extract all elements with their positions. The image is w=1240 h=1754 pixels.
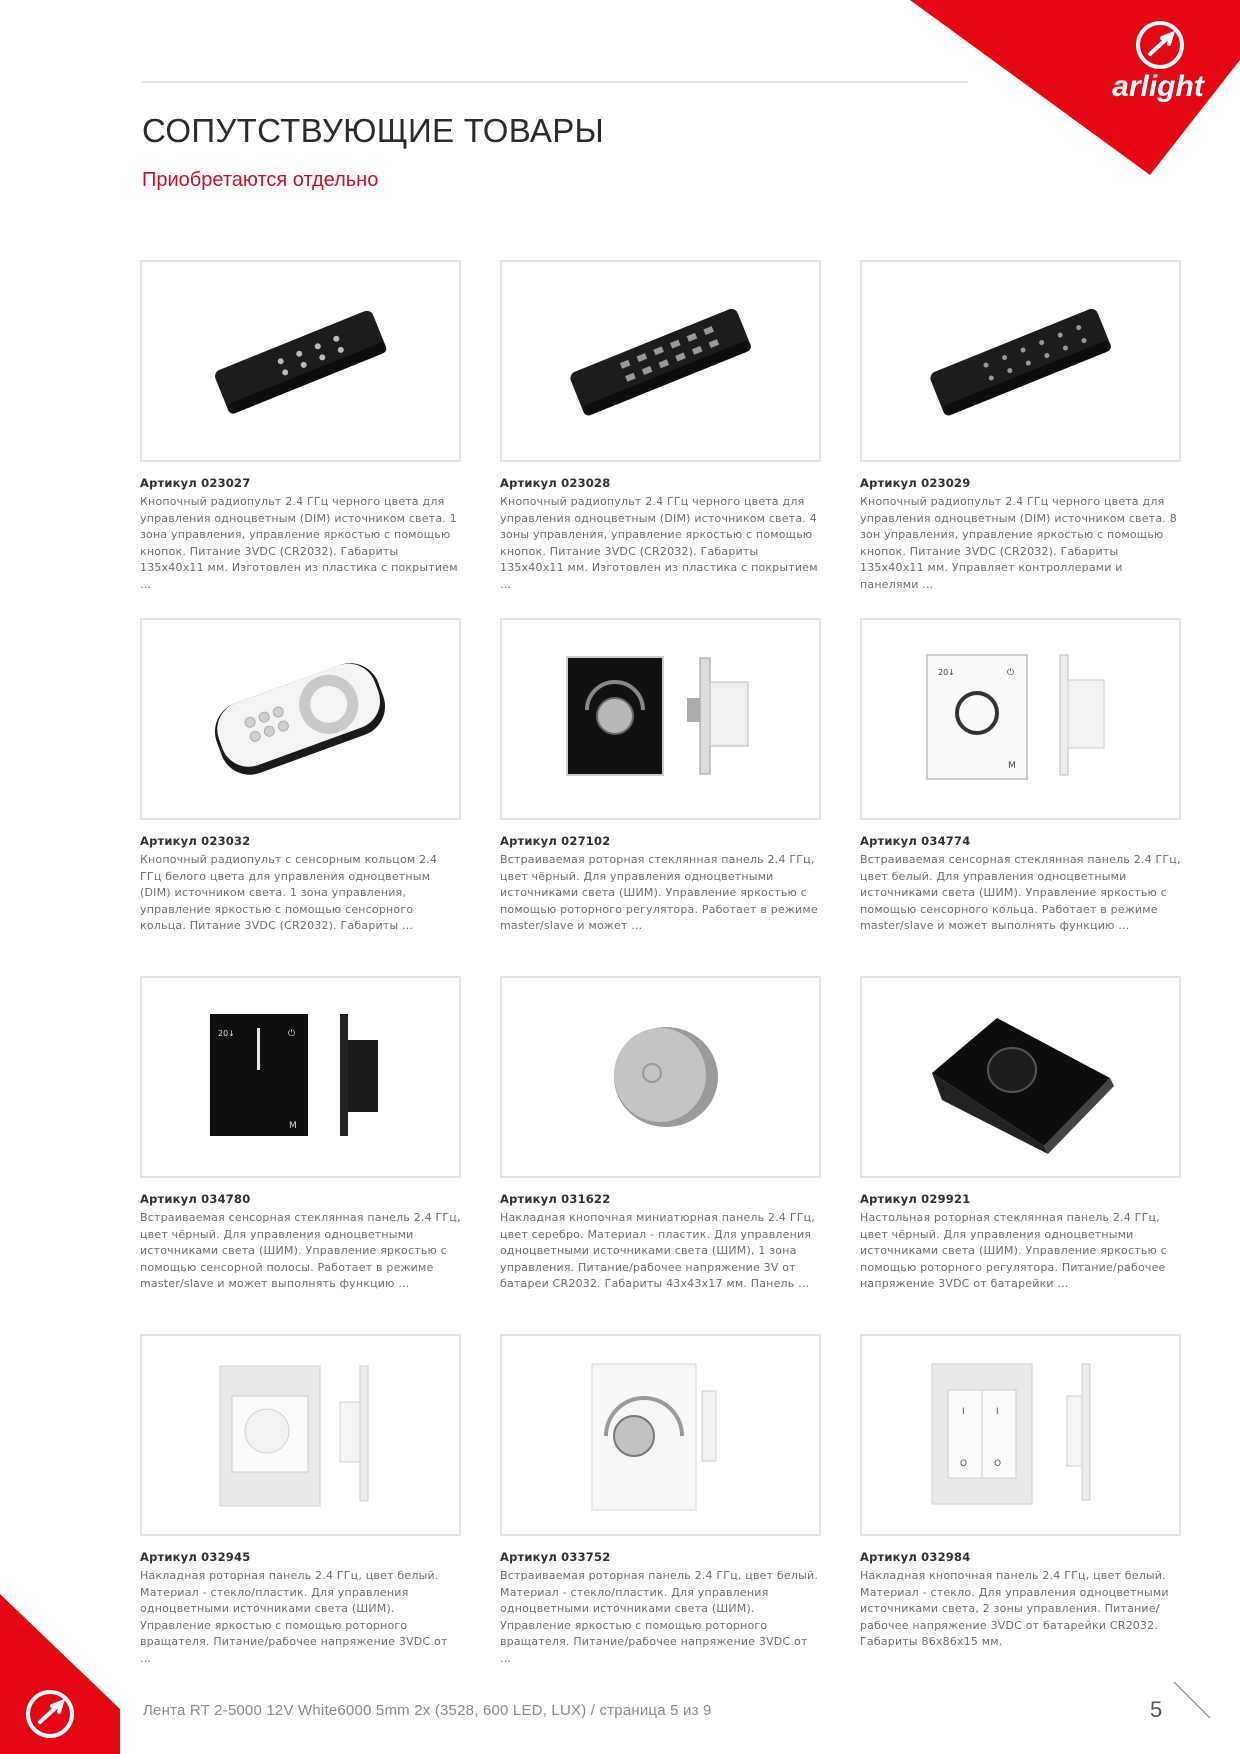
black-desktop-rotary-panel-image bbox=[862, 978, 1179, 1176]
product-card[interactable] bbox=[860, 618, 1181, 939]
arlight-logo bbox=[910, 0, 1240, 180]
product-description: Встраиваемая роторная панель 2.4 ГГц, цвет белый. Материал - стекло/пластик. Для управления одноцветными источниками света (ШИМ). Управление яркостью с помощью роторного вращателя. Питание/рабочее напряжение 3VDC от ... bbox=[500, 1569, 819, 1665]
white-rotary-panel-image bbox=[142, 1336, 459, 1534]
product-article: Артикул 034774 bbox=[860, 834, 971, 848]
product-description: Накладная роторная панель 2.4 ГГц, цвет белый. Материал - стекло/пластик. Для управления одноцветными источниками света (ШИМ). Управление яркостью с помощью роторного вращателя. Питание/рабочее напряжение 3VDC от ... bbox=[140, 1569, 448, 1665]
product-image[interactable] bbox=[500, 618, 821, 820]
header-divider bbox=[142, 81, 968, 83]
product-grid bbox=[140, 260, 1181, 1665]
page-title: СОПУТСТВУЮЩИЕ ТОВАРЫ bbox=[142, 112, 605, 149]
black-remote-control-image bbox=[142, 262, 459, 460]
product-article: Артикул 031622 bbox=[500, 1192, 611, 1206]
page-number: 5 bbox=[1150, 1697, 1163, 1722]
svg-text:20↓: 20↓ bbox=[218, 1029, 235, 1038]
black-remote-control-image bbox=[862, 262, 1179, 460]
product-image[interactable] bbox=[860, 260, 1181, 462]
page-subtitle: Приобретаются отдельно bbox=[142, 169, 379, 191]
svg-text:I: I bbox=[996, 1407, 999, 1417]
product-article: Артикул 032984 bbox=[860, 1550, 971, 1564]
product-description: Встраиваемая сенсорная стеклянная панель 2.4 ГГц, цвет белый. Для управления одноцветными источниками света (ШИМ). Управление яркостью с помощью сенсорного кольца. Работает в режиме master/slave и может выполнять функцию ... bbox=[860, 853, 1181, 932]
svg-text:arlight: arlight bbox=[1112, 70, 1204, 103]
product-description: Встраиваемая сенсорная стеклянная панель 2.4 ГГц, цвет чёрный. Для управления одноцветными источниками света (ШИМ). Управление яркостью с помощью сенсорной полосы. Работает в режиме master/slave и может выполнять функцию ... bbox=[140, 1211, 461, 1290]
product-image[interactable] bbox=[500, 976, 821, 1178]
white-touch-ring-remote-image bbox=[142, 620, 459, 818]
silver-mini-button-panel-image bbox=[502, 978, 819, 1176]
black-remote-control-image bbox=[502, 262, 819, 460]
product-image[interactable] bbox=[860, 976, 1181, 1178]
product-article: Артикул 027102 bbox=[500, 834, 611, 848]
product-image[interactable] bbox=[860, 618, 1181, 820]
product-description: Накладная кнопочная панель 2.4 ГГц, цвет белый. Материал - стекло. Для управления одноцветными источниками света, 2 зоны управления. Питание/рабочее напряжение 3VDC от батарейки CR2032. Габариты 86x86x15 мм. bbox=[860, 1569, 1169, 1648]
product-card[interactable] bbox=[860, 976, 1181, 1297]
product-image[interactable] bbox=[500, 260, 821, 462]
product-description: Кнопочный радиопульт 2.4 ГГц черного цвета для управления одноцветным (DIM) источником света. 4 зоны управления, управление яркостью с помощью кнопок. Питание 3VDC (CR2032). Габариты 135x40x11 мм. Изготовлен из пластика с покрытием ... bbox=[500, 495, 818, 591]
svg-text:20↓: 20↓ bbox=[938, 668, 955, 677]
svg-text:O: O bbox=[994, 1459, 1002, 1469]
product-description: Накладная кнопочная миниатюрная панель 2.4 ГГц, цвет серебро. Материал - пластик. Для управления одноцветными источниками света (ШИМ), 1 зона управления. Питание/рабочее напряжение 3V от батареи CR2032. Габариты 43x43x17 мм. Панель ... bbox=[500, 1211, 816, 1290]
product-description: Настольная роторная стеклянная панель 2.4 ГГц, цвет чёрный. Для управления одноцветными источниками света (ШИМ). Управление яркостью с помощью роторного регулятора. Питание/рабочее напряжение 3VDC от батарейки ... bbox=[860, 1211, 1167, 1290]
product-image[interactable] bbox=[140, 618, 461, 820]
product-image[interactable] bbox=[140, 260, 461, 462]
product-description: Кнопочный радиопульт 2.4 ГГц черного цвета для управления одноцветным (DIM) источником света. 8 зон управления, управление яркостью с помощью кнопок. Питание 3VDC (CR2032). Габариты 135x40x11 мм. Управляет контроллерами и панелями ... bbox=[860, 495, 1177, 591]
product-article: Артикул 033752 bbox=[500, 1550, 611, 1564]
svg-text:⏻: ⏻ bbox=[1007, 668, 1015, 678]
product-article: Артикул 029921 bbox=[860, 1192, 971, 1206]
product-article: Артикул 023029 bbox=[860, 476, 971, 490]
product-image[interactable] bbox=[140, 1334, 461, 1536]
product-card[interactable] bbox=[860, 1334, 1181, 1655]
product-card[interactable] bbox=[500, 976, 821, 1297]
product-card[interactable] bbox=[140, 260, 461, 591]
product-card[interactable] bbox=[500, 1334, 821, 1665]
svg-text:⏻: ⏻ bbox=[288, 1029, 296, 1039]
product-card[interactable] bbox=[140, 976, 461, 1297]
product-article: Артикул 023028 bbox=[500, 476, 611, 490]
svg-text:M: M bbox=[289, 1121, 297, 1131]
black-rotary-glass-panel-image bbox=[502, 620, 819, 818]
product-article: Артикул 034780 bbox=[140, 1192, 251, 1206]
white-touch-glass-panel-image bbox=[862, 620, 1179, 818]
svg-text:I: I bbox=[962, 1407, 965, 1417]
product-description: Кнопочный радиопульт с сенсорным кольцом 2.4 ГГц белого цвета для управления одноцветным (DIM) источником света. 1 зона управления, управление яркостью с помощью сенсорного кольца. Питание 3VDC (CR2032). Габариты ... bbox=[140, 853, 438, 932]
product-card[interactable] bbox=[500, 618, 821, 939]
product-description: Встраиваемая роторная стеклянная панель 2.4 ГГц, цвет чёрный. Для управления одноцветными источниками света (ШИМ). Управление яркостью с помощью роторного регулятора. Работает в режиме master/slave и может ... bbox=[500, 853, 818, 932]
product-image[interactable] bbox=[860, 1334, 1181, 1536]
footer-document-title: Лента RT 2-5000 12V White6000 5mm 2x (3528, 600 LED, LUX) / страница 5 из 9 bbox=[143, 1702, 712, 1719]
product-card[interactable] bbox=[140, 618, 461, 939]
product-card[interactable] bbox=[500, 260, 821, 591]
product-card[interactable] bbox=[860, 260, 1181, 591]
product-image[interactable] bbox=[140, 976, 461, 1178]
product-article: Артикул 023032 bbox=[140, 834, 251, 848]
black-touch-glass-panel-image bbox=[142, 978, 459, 1176]
product-article: Артикул 032945 bbox=[140, 1550, 251, 1564]
arlight-emblem-icon bbox=[0, 1594, 120, 1754]
white-button-panel-image bbox=[862, 1336, 1179, 1534]
white-rotary-silver-knob-panel-image bbox=[502, 1336, 819, 1534]
product-description: Кнопочный радиопульт 2.4 ГГц черного цвета для управления одноцветным (DIM) источником света. 1 зона управления, управление яркостью с помощью кнопок. Питание 3VDC (CR2032). Габариты 135x40x11 мм. Изготовлен из пластика с покрытием ... bbox=[140, 495, 458, 591]
product-article: Артикул 023027 bbox=[140, 476, 251, 490]
page-number-slash bbox=[1172, 1680, 1212, 1720]
product-image[interactable] bbox=[500, 1334, 821, 1536]
product-card[interactable] bbox=[140, 1334, 461, 1665]
svg-text:O: O bbox=[960, 1459, 968, 1469]
svg-text:M: M bbox=[1008, 761, 1016, 771]
